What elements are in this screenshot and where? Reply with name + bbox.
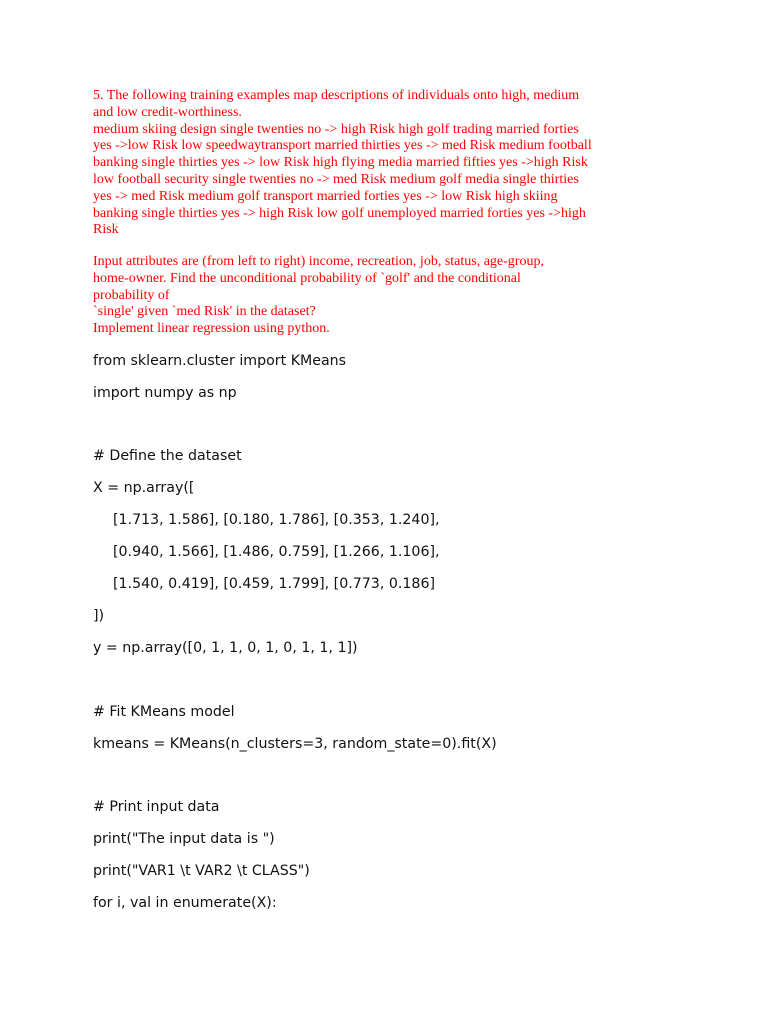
code-line: from sklearn.cluster import KMeans bbox=[93, 353, 347, 369]
instruction-line: probability of bbox=[93, 287, 170, 303]
instruction-line: home-owner. Find the unconditional probability of `golf' and the conditional bbox=[93, 270, 521, 286]
code-line: ]) bbox=[93, 608, 105, 624]
code-line: print("VAR1 \t VAR2 \t CLASS") bbox=[93, 863, 310, 879]
question-text bbox=[93, 88, 653, 239]
question-line: yes ->low Risk low speedwaytransport married thirties yes -> med Risk medium football bbox=[93, 138, 592, 154]
code-line: for i, val in enumerate(X): bbox=[93, 895, 277, 911]
question-line: and low credit-worthiness. bbox=[93, 104, 242, 120]
code-comment: # Print input data bbox=[93, 799, 220, 815]
code-line: [0.940, 1.566], [1.486, 0.759], [1.266, 1.106], bbox=[113, 544, 440, 560]
instructions-text bbox=[93, 254, 653, 338]
question-line: yes -> med Risk medium golf transport married forties yes -> low Risk high skiing bbox=[93, 188, 558, 204]
instruction-line: Implement linear regression using python. bbox=[93, 321, 330, 337]
code-line: X = np.array([ bbox=[93, 480, 195, 496]
code-line: print("The input data is ") bbox=[93, 831, 275, 847]
question-line: medium skiing design single twenties no -> high Risk high golf trading married forties bbox=[93, 121, 579, 137]
code-line: y = np.array([0, 1, 1, 0, 1, 0, 1, 1, 1]) bbox=[93, 640, 358, 656]
question-line: low football security single twenties no -> med Risk medium golf media single thirties bbox=[93, 171, 579, 187]
code-comment: # Define the dataset bbox=[93, 448, 242, 464]
question-line: 5. The following training examples map descriptions of individuals onto high, medium bbox=[93, 88, 580, 103]
instruction-line: `single' given `med Risk' in the dataset? bbox=[93, 304, 316, 320]
question-line: Risk bbox=[93, 222, 119, 238]
code-line: import numpy as np bbox=[93, 385, 237, 401]
code-comment: # Fit KMeans model bbox=[93, 704, 235, 720]
question-line: banking single thirties yes -> low Risk high flying media married fifties yes ->high Risk bbox=[93, 155, 588, 171]
instruction-line: Input attributes are (from left to right) income, recreation, job, status, age-group, bbox=[93, 254, 544, 269]
code-line: kmeans = KMeans(n_clusters=3, random_state=0).fit(X) bbox=[93, 736, 497, 752]
question-line: banking single thirties yes -> high Risk low golf unemployed married forties yes ->high bbox=[93, 205, 586, 221]
code-line: [1.713, 1.586], [0.180, 1.786], [0.353, 1.240], bbox=[113, 512, 440, 528]
code-line: [1.540, 0.419], [0.459, 1.799], [0.773, 0.186] bbox=[113, 576, 436, 592]
